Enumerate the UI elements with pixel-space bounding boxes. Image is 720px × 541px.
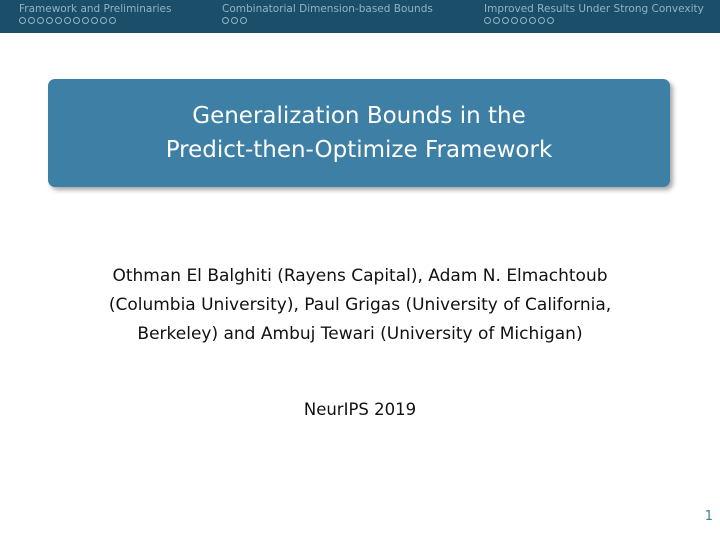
section-dots-framework xyxy=(19,17,116,24)
frame-dot[interactable] xyxy=(222,17,229,24)
title-box xyxy=(48,79,670,187)
frame-dot[interactable] xyxy=(64,17,71,24)
frame-dot[interactable] xyxy=(520,17,527,24)
section-link-framework[interactable]: Framework and Preliminaries xyxy=(19,3,172,15)
authors-line-2: (Columbia University), Paul Grigas (University of California, xyxy=(108,295,612,315)
frame-dot[interactable] xyxy=(109,17,116,24)
frame-dot[interactable] xyxy=(484,17,491,24)
section-dots-strong-convexity xyxy=(484,17,554,24)
authors-block xyxy=(40,262,680,349)
authors-line-3: Berkeley) and Ambuj Tewari (University of Michigan) xyxy=(137,324,583,344)
authors-line-1: Othman El Balghiti (Rayens Capital), Adam N. Elmachtoub xyxy=(112,266,608,286)
venue: NeurIPS 2019 xyxy=(303,400,417,419)
frame-dot[interactable] xyxy=(73,17,80,24)
frame-dot[interactable] xyxy=(28,17,35,24)
frame-dot[interactable] xyxy=(240,17,247,24)
frame-dot[interactable] xyxy=(502,17,509,24)
frame-dot[interactable] xyxy=(493,17,500,24)
frame-dot[interactable] xyxy=(37,17,44,24)
title-line-2: Predict-then-Optimize Framework xyxy=(165,137,553,163)
frame-dot[interactable] xyxy=(538,17,545,24)
title-line-1: Generalization Bounds in the xyxy=(192,103,526,129)
section-link-combinatorial[interactable]: Combinatorial Dimension-based Bounds xyxy=(222,3,433,15)
frame-dot[interactable] xyxy=(19,17,26,24)
frame-dot[interactable] xyxy=(529,17,536,24)
frame-dot[interactable] xyxy=(82,17,89,24)
frame-dot[interactable] xyxy=(46,17,53,24)
frame-dot[interactable] xyxy=(91,17,98,24)
section-dots-combinatorial xyxy=(222,17,247,24)
frame-dot[interactable] xyxy=(55,17,62,24)
section-link-strong-convexity[interactable]: Improved Results Under Strong Convexity xyxy=(484,3,704,15)
page-number: 1 xyxy=(704,509,713,524)
frame-dot[interactable] xyxy=(547,17,554,24)
navigation-headline xyxy=(0,0,720,33)
frame-dot[interactable] xyxy=(100,17,107,24)
frame-dot[interactable] xyxy=(511,17,518,24)
frame-dot[interactable] xyxy=(231,17,238,24)
